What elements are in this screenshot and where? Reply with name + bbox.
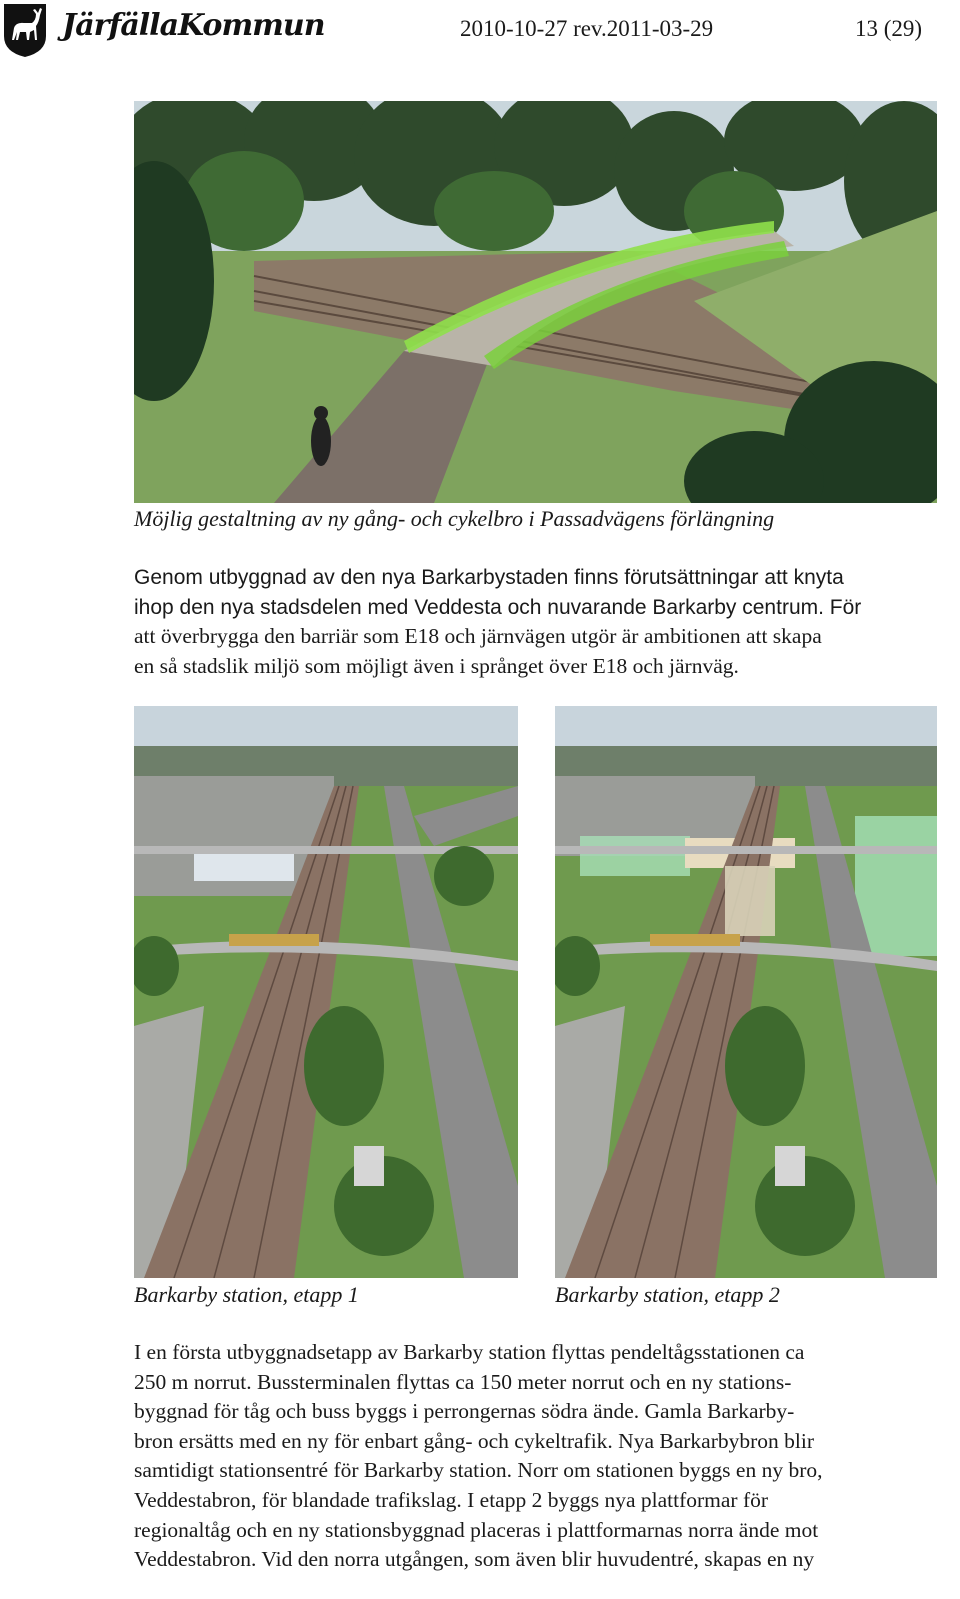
figure1-caption: Möjlig gestaltning av ny gång- och cykelbro i Passadvägens förlängning (134, 506, 775, 531)
bridge-rendering-image (134, 101, 937, 503)
logo-text: JärfällaKommun (62, 8, 325, 43)
paragraph-line: bron ersätts med en ny för enbart gång- och cykeltrafik. Nya Barkarbybron blir (134, 1428, 815, 1453)
paragraph-line: ihop den nya stadsdelen med Veddesta och nuvarande Barkarby centrum. För (134, 595, 862, 619)
paragraph-line: 250 m norrut. Bussterminalen flyttas ca 150 meter norrut och en ny stations- (134, 1369, 792, 1394)
paragraph-1 (134, 563, 861, 622)
paragraph-line: Veddestabron, för blandade trafikslag. I etapp 2 byggs nya plattformar för (134, 1487, 769, 1512)
paragraph-line: samtidigt stationsentré för Barkarby station. Norr om stationen byggs en ny bro, (134, 1458, 823, 1483)
station-stage2-image (555, 706, 937, 1278)
paragraph-line: I en första utbyggnadsetapp av Barkarby station flyttas pendeltågsstationen ca (134, 1340, 805, 1364)
paragraph-2 (134, 1338, 822, 1575)
crest-icon (2, 2, 48, 58)
page-number: 13 (29) (855, 16, 923, 41)
paragraph-line: regionaltåg och en ny stationsbyggnad placeras i plattformarnas norra ände mot (134, 1517, 819, 1542)
paragraph-1-cont (134, 622, 822, 681)
station-stage1-image (134, 706, 518, 1278)
paragraph-line: Genom utbyggnad av den nya Barkarbystaden finns förutsättningar att knyta (134, 566, 844, 589)
figure2-caption-right: Barkarby station, etapp 2 (555, 1282, 780, 1307)
paragraph-line: byggnad för tåg och buss byggs i perrongernas södra ände. Gamla Barkarby- (134, 1399, 795, 1424)
paragraph-line: Veddestabron. Vid den norra utgången, som även blir huvudentré, skapas en ny (134, 1547, 815, 1572)
paragraph-line: en så stadslik miljö som möjligt även i språnget över E18 och järnväg. (134, 653, 739, 678)
figure2-caption-left: Barkarby station, etapp 1 (134, 1282, 359, 1307)
document-date: 2010-10-27 rev.2011-03-29 (460, 16, 714, 41)
paragraph-line: att överbrygga den barriär som E18 och järnvägen utgör är ambitionen att skapa (134, 624, 822, 648)
